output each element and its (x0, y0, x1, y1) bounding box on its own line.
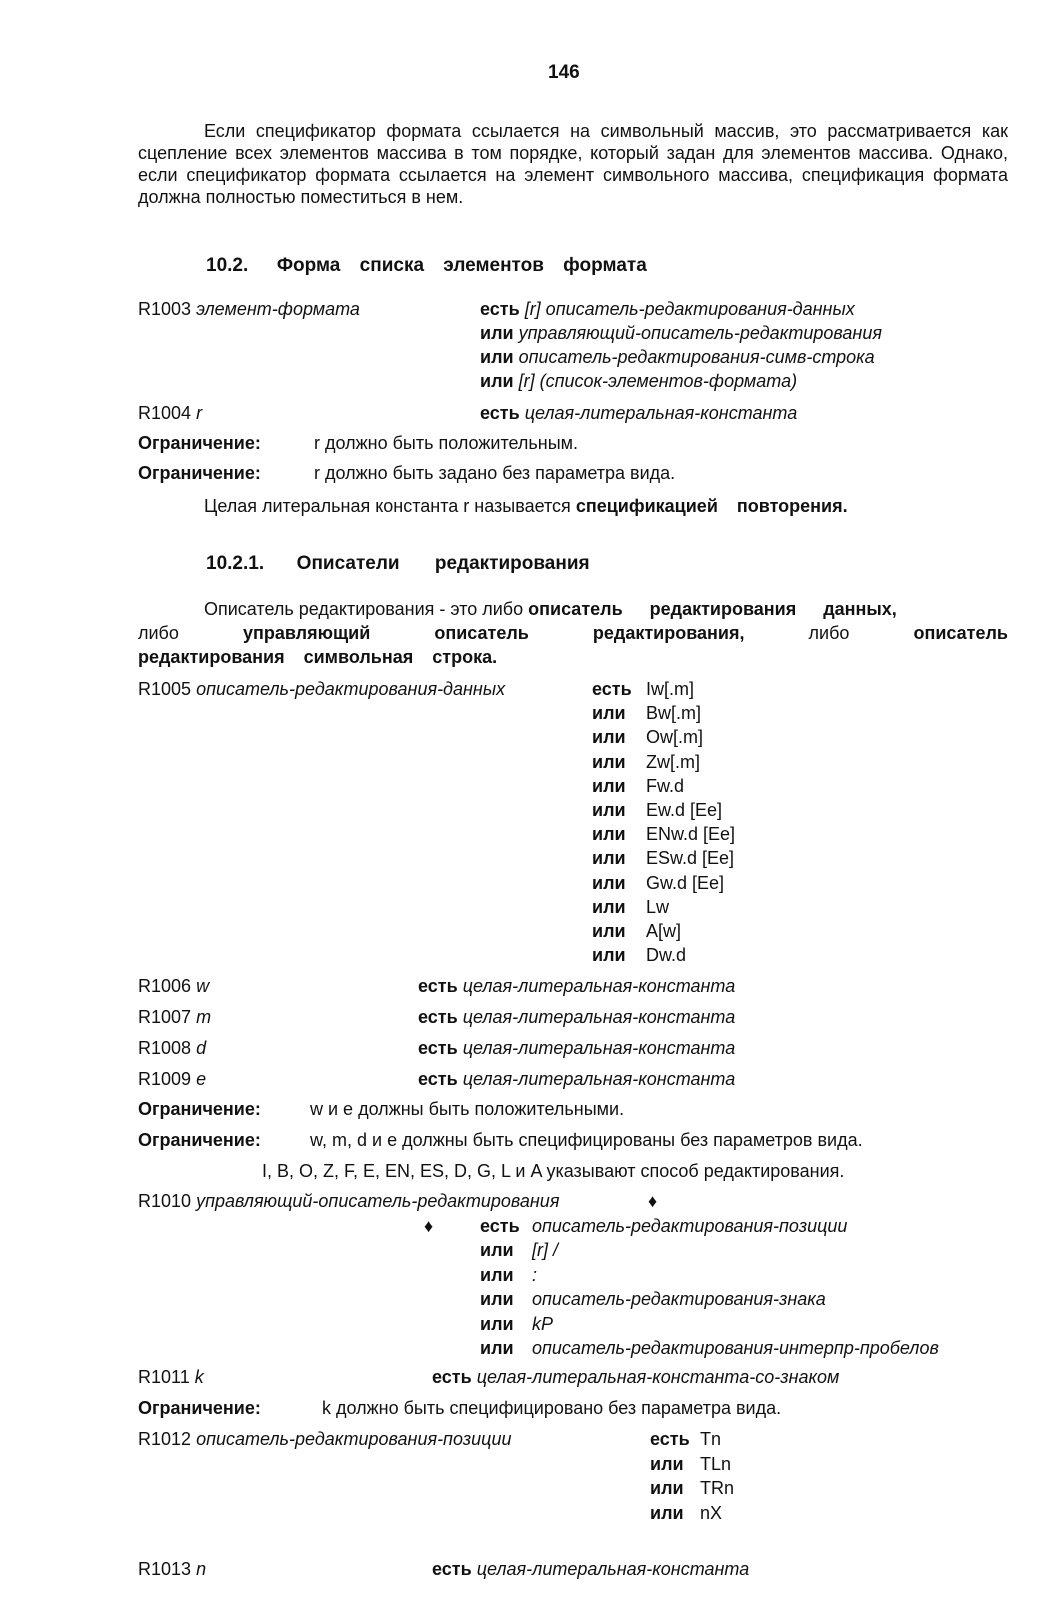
section-heading-10-2 (206, 255, 647, 277)
kw: или (592, 848, 626, 869)
r1005-alts-row (592, 896, 670, 918)
r1013-def (432, 1558, 749, 1580)
r1003-alt-1 (480, 322, 882, 344)
r1012-alts-row (650, 1428, 722, 1450)
rule-id: R1013 (138, 1559, 192, 1579)
alt-text: A[w] (646, 921, 682, 941)
section-title: Описатели редактирования (296, 553, 590, 574)
r1005-alts-row (592, 775, 685, 797)
repeat-sentence (204, 495, 848, 517)
word: либо (138, 623, 179, 643)
rule-r1009 (138, 1068, 206, 1090)
diamond-marker: ♦ (648, 1191, 658, 1211)
rule-term: управляющий-описатель-редактирования (196, 1191, 560, 1211)
r1005-alts-row (592, 678, 694, 700)
section-heading-10-2-1 (206, 553, 590, 575)
edit-letters-sentence: I, B, O, Z, F, E, EN, ES, D, G, L и A указывают способ редактирования. (262, 1161, 845, 1181)
def-text: целая-литеральная-константа-со-знаком (476, 1367, 840, 1387)
def-text: целая-литеральная-константа (462, 1069, 736, 1089)
edit-desc-line2 (138, 622, 1008, 644)
r1012-alts-row (650, 1453, 732, 1475)
rule-r1004 (138, 402, 202, 424)
kw: есть (418, 1069, 458, 1089)
kw: есть (418, 1007, 458, 1027)
rule-r1007 (138, 1006, 211, 1028)
section-number: 10.2. (206, 255, 249, 276)
rule-id: R1010 (138, 1191, 192, 1211)
kw: есть (480, 1216, 520, 1236)
diamond-marker: ♦ (424, 1216, 434, 1236)
kw: есть (418, 976, 458, 996)
constraint-label: Ограничение: (138, 433, 261, 453)
rule-def (418, 1037, 735, 1059)
alt-text: ESw.d [Ee] (646, 848, 735, 869)
rule-term: r (196, 403, 203, 423)
r1003-alt-3 (480, 370, 797, 392)
r1010-alts-row (480, 1288, 826, 1310)
rule-term: k (194, 1367, 204, 1387)
kw: или (480, 1264, 514, 1285)
rule-r1010 (138, 1190, 559, 1212)
constraint-label: Ограничение: (138, 1099, 261, 1119)
alt-text: nX (700, 1502, 723, 1523)
word: описатель (434, 623, 529, 643)
rule-id: R1008 (138, 1038, 192, 1058)
line-bold: описатель редактирования данных, (528, 599, 897, 619)
repeat-sentence-term: спецификацией повторения. (575, 496, 848, 516)
r1005-alts-row (592, 847, 735, 869)
rule-r1005 (138, 678, 505, 700)
alt-text: описатель-редактирования-симв-строка (518, 347, 875, 367)
rule-def (418, 1006, 735, 1028)
r1005-alts-row (592, 823, 736, 845)
kw: есть (418, 1038, 458, 1058)
alt-text: Iw[.m] (646, 679, 694, 699)
constraint-1-text: r должно быть положительным. (314, 433, 579, 453)
rule-def (418, 1068, 735, 1090)
rule-r1006 (138, 975, 209, 997)
kw: или (480, 371, 514, 391)
intro-paragraph (138, 120, 1008, 208)
rule-id: R1012 (138, 1429, 192, 1449)
r1010-alts-row (480, 1337, 939, 1359)
alt-text: [r] описатель-редактирования-данных (524, 299, 855, 319)
kw: или (480, 323, 514, 343)
alt-text: Lw (646, 896, 670, 917)
r1012-alts-row (650, 1502, 723, 1524)
word: описатель (913, 623, 1008, 643)
r1005-alts-row (592, 702, 702, 724)
alt-text: ENw.d [Ee] (646, 824, 736, 845)
kw: или (592, 727, 626, 748)
alt-text: Bw[.m] (646, 703, 702, 724)
word: редактирования, (592, 623, 745, 643)
alt-text: Tn (700, 1429, 722, 1449)
section-number: 10.2.1. (206, 553, 265, 574)
kw: есть (432, 1367, 472, 1387)
rule-id: R1006 (138, 976, 192, 996)
kw: или (480, 1313, 514, 1334)
rule-term: e (196, 1069, 207, 1089)
rule-r1008 (138, 1037, 206, 1059)
rule-term: m (196, 1007, 212, 1027)
kw: есть (480, 299, 520, 319)
alt-text: Ew.d [Ee] (646, 800, 723, 820)
word: либо (808, 623, 850, 643)
repeat-sentence-text: Целая литеральная константа r называется (204, 496, 571, 516)
alt-text: Zw[.m] (646, 751, 700, 772)
rule-r1011 (138, 1366, 204, 1388)
kw: или (480, 1240, 514, 1261)
def-text: целая-литеральная-константа (462, 976, 736, 996)
kw: или (592, 896, 626, 917)
rule-id: R1011 (138, 1367, 190, 1387)
edit-desc-line3: редактирования символьная строка. (138, 647, 498, 667)
alt-text: Gw.d [Ee] (646, 872, 725, 893)
def-text: целая-литеральная-константа (462, 1007, 736, 1027)
rule-term: описатель-редактирования-позиции (196, 1429, 512, 1449)
rule-r1013 (138, 1558, 206, 1580)
kw: или (592, 921, 626, 941)
rule-r1012 (138, 1428, 511, 1450)
r1005-alts-row (592, 799, 723, 821)
kw: или (480, 1289, 514, 1310)
kw: или (592, 800, 626, 820)
alt-text: описатель-редактирования-интерпр-пробелов (532, 1338, 939, 1358)
alt-text: kP (532, 1313, 554, 1334)
r1011-def (432, 1366, 839, 1388)
kw: или (592, 751, 626, 772)
rule-def (418, 975, 735, 997)
def-text: целая-литеральная-константа (476, 1559, 750, 1579)
kw: есть (650, 1429, 690, 1449)
constraint-5 (138, 1397, 261, 1419)
constraint-label: Ограничение: (138, 1130, 261, 1150)
r1005-alts-row (592, 920, 682, 942)
alt-text: TLn (700, 1453, 732, 1474)
alt-text: Ow[.m] (646, 727, 703, 748)
constraint-3 (138, 1098, 261, 1120)
edit-desc-line1 (204, 598, 897, 620)
def-text: целая-литеральная-константа (524, 403, 798, 423)
r1005-alts-row (592, 944, 687, 966)
kw: или (650, 1502, 684, 1523)
rule-term: d (196, 1038, 207, 1058)
constraint-2 (138, 462, 261, 484)
r1005-alts-row (592, 751, 700, 773)
kw: или (480, 347, 514, 367)
alt-text: TRn (700, 1478, 735, 1498)
section-title: Форма списка элементов формата (276, 255, 647, 276)
alt-text: : (532, 1264, 538, 1285)
alt-text: Fw.d (646, 775, 685, 796)
alt-text: [r] (список-элементов-формата) (518, 371, 798, 391)
kw: или (592, 775, 626, 796)
rule-id: R1003 (138, 299, 192, 319)
constraint-1 (138, 432, 261, 454)
r1012-alts-row (650, 1477, 735, 1499)
constraint-label: Ограничение: (138, 463, 261, 483)
kw: есть (592, 679, 632, 699)
intro-paragraph-text: Если спецификатор формата ссылается на символьный массив, это рассматривается как сцепление всех элементов массива в том порядке, который задан для элементов массива. Однако, если спецификатор формата ссылается на элемент символьного массива, спецификация формата должна полностью поместиться в нем. (138, 121, 1008, 207)
r1004-def (480, 402, 797, 424)
kw: или (650, 1478, 684, 1498)
r1003-alt-0 (480, 298, 855, 320)
r1010-alts-row (480, 1313, 554, 1335)
alt-text: управляющий-описатель-редактирования (518, 323, 882, 343)
rule-id: R1005 (138, 679, 192, 699)
rule-id: R1007 (138, 1007, 192, 1027)
kw: или (650, 1453, 684, 1474)
r1005-alts-row (592, 872, 725, 894)
r1010-alts-row (480, 1215, 848, 1237)
rule-term: описатель-редактирования-данных (196, 679, 506, 699)
alt-text: Dw.d (646, 945, 687, 966)
constraint-4-text: w, m, d и e должны быть специфицированы без параметров вида. (310, 1130, 863, 1150)
constraint-5-text: k должно быть специфицировано без параметра вида. (322, 1398, 782, 1418)
kw: есть (432, 1559, 472, 1579)
rule-term: n (196, 1559, 207, 1579)
r1010-alts-row (480, 1264, 538, 1286)
kw: или (592, 824, 626, 845)
rule-id: R1004 (138, 403, 192, 423)
constraint-3-text: w и e должны быть положительными. (310, 1099, 625, 1119)
rule-term: элемент-формата (196, 299, 360, 319)
kw: есть (480, 403, 520, 423)
kw: или (480, 1338, 514, 1358)
rule-term: w (196, 976, 210, 996)
kw: или (592, 703, 626, 724)
kw: или (592, 872, 626, 893)
r1003-alt-2 (480, 346, 875, 368)
constraint-4 (138, 1129, 261, 1151)
def-text: целая-литеральная-константа (462, 1038, 736, 1058)
alt-text: [r] / (532, 1240, 558, 1261)
line-text: Описатель редактирования - это либо (204, 599, 524, 619)
alt-text: описатель-редактирования-знака (532, 1289, 826, 1310)
alt-text: описатель-редактирования-позиции (532, 1216, 848, 1236)
page-number: 146 (548, 62, 580, 83)
word: управляющий (242, 623, 371, 643)
rule-id: R1009 (138, 1069, 192, 1089)
constraint-label: Ограничение: (138, 1398, 261, 1418)
constraint-2-text: r должно быть задано без параметра вида. (314, 463, 676, 483)
r1010-alts-row (480, 1239, 558, 1261)
rule-r1003-id (138, 298, 360, 320)
kw: или (592, 945, 626, 966)
r1005-alts-row (592, 726, 703, 748)
